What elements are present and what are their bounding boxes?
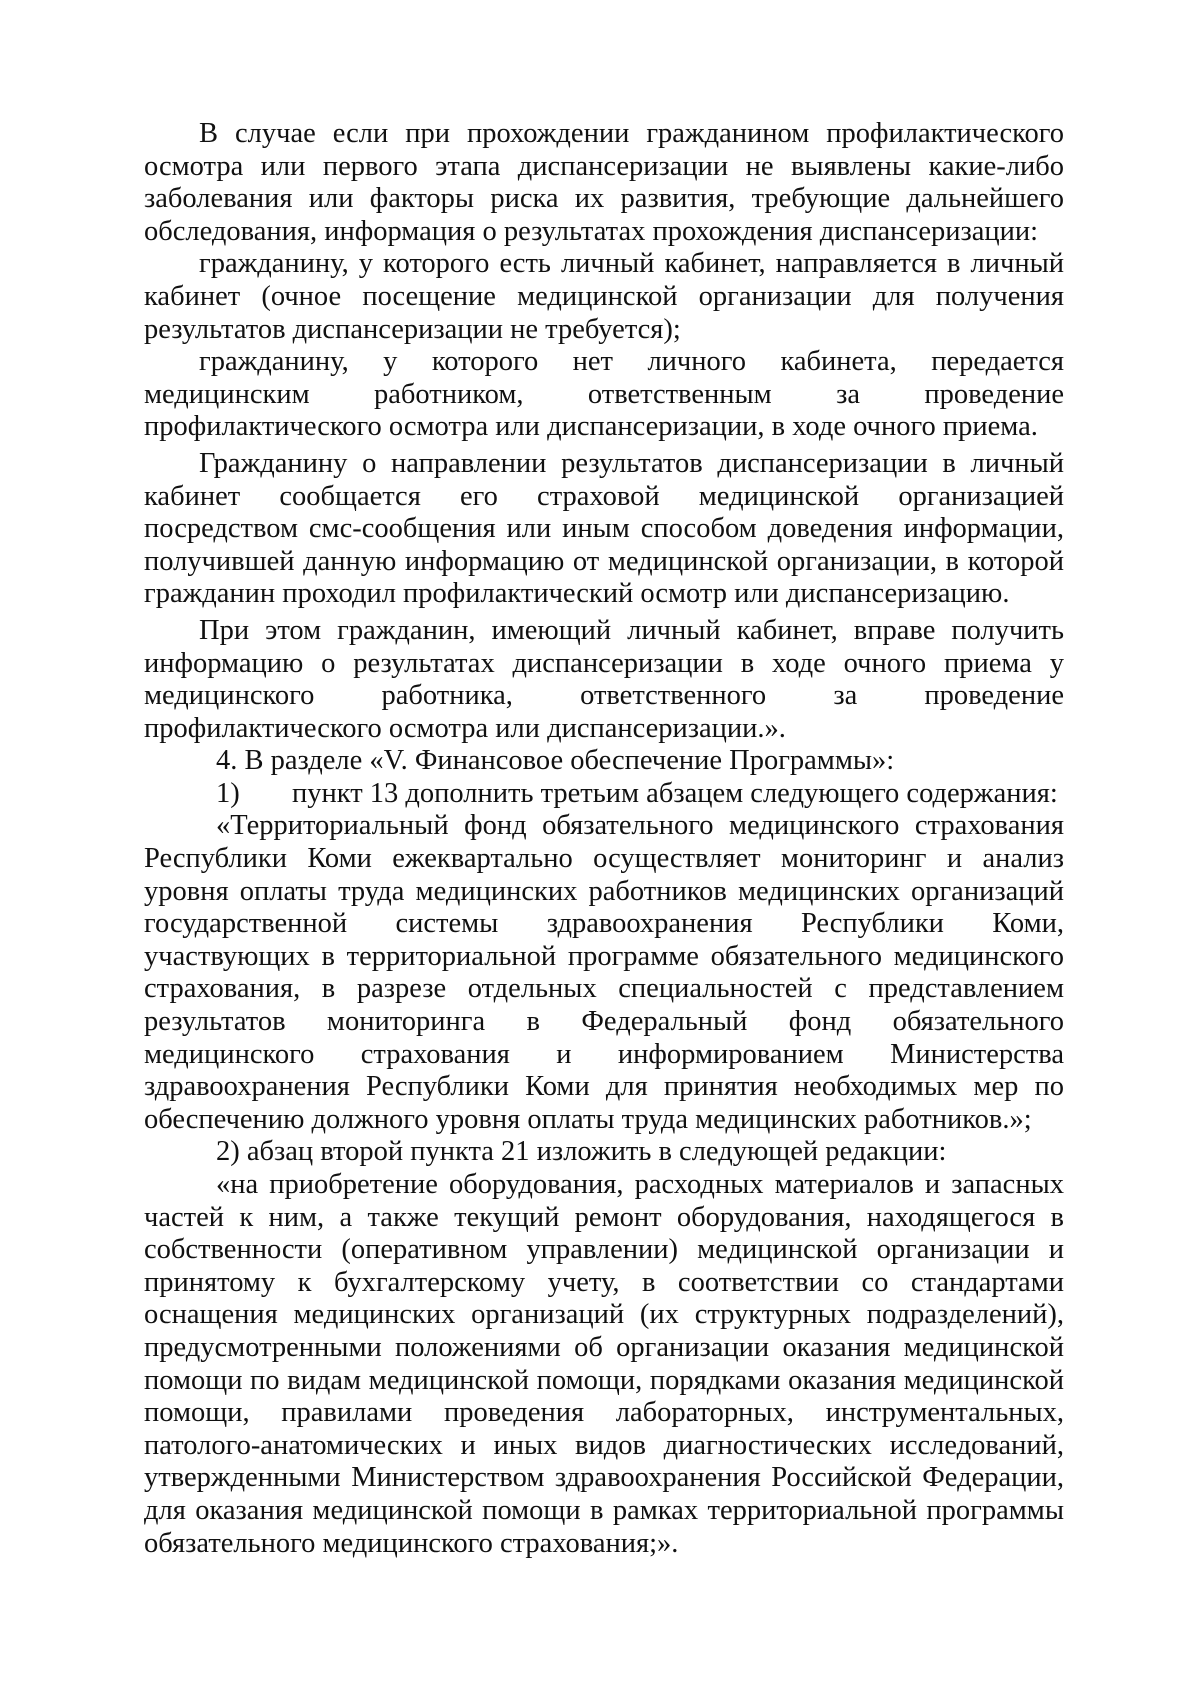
paragraph-monitoring: «Территориальный фонд обязательного медицинского страхования Республики Коми ежеквартально осуществляет мониторинг и анализ уровня оплаты труда медицинских работников медицинских организаций государственной системы здравоохранения Республики Коми, участвующих в территориальной программе обязательного медицинского страхования, в разрезе отдельных специальностей с представлением результатов мониторинга в Федеральный фонд обязательного медицинского страхования и информированием Министерства здравоохранения Республики Коми для принятия необходимых мер по обеспечению должного уровня оплаты труда медицинских работников.»; [144, 810, 1064, 1135]
paragraph-no-risk-findings: В случае если при прохождении гражданином профилактического осмотра или первого этапа диспансеризации не выявлены какие-либо заболевания или факторы риска их развития, требующие дальнейшего обследования, информация о результатах прохождения диспансеризации: [144, 118, 1064, 247]
document-page [144, 118, 1064, 1560]
paragraph-without-personal-account: гражданину, у которого нет личного кабинета, передается медицинским работником, ответственным за проведение профилактического осмотра или диспансеризации, в ходе очного приема. [144, 346, 1064, 443]
list-item-point-13 [144, 778, 1064, 811]
paragraph-insurer-notification: Гражданину о направлении результатов диспансеризации в личный кабинет сообщается его страховой медицинской организацией посредством смс-сообщения или иным способом доведения информации, получившей данную информацию от медицинской организации, в которой гражданин проходил профилактический осмотр или диспансеризацию. [144, 447, 1064, 610]
paragraph-in-person-results: При этом гражданин, имеющий личный кабинет, вправе получить информацию о результатах диспансеризации в ходе очного приема у медицинского работника, ответственного за проведение профилактического осмотра или диспансеризации.». [144, 614, 1064, 744]
list-item-text: пункт 13 дополнить третьим абзацем следующего содержания: [292, 777, 1058, 809]
paragraph-equipment: «на приобретение оборудования, расходных материалов и запасных частей к ним, а также текущий ремонт оборудования, находящегося в собственности (оперативном управлении) медицинской организации и принятому к бухгалтерскому учету, в соответствии со стандартами оснащения медицинских организаций (их структурных подразделений), предусмотренными положениями об организации оказания медицинской помощи по видам медицинской помощи, порядками оказания медицинской помощи, правилами проведения лабораторных, инструментальных, патолого-анатомических и иных видов диагностических исследований, утвержденными Министерством здравоохранения Российской Федерации, для оказания медицинской помощи в рамках территориальной программы обязательного медицинского страхования;». [144, 1169, 1064, 1559]
paragraph-with-personal-account: гражданину, у которого есть личный кабинет, направляется в личный кабинет (очное посещение медицинской организации для получения результатов диспансеризации не требуется); [144, 248, 1064, 345]
section-heading-financing: 4. В разделе «V. Финансовое обеспечение Программы»: [216, 745, 895, 777]
list-item-number: 1) [216, 777, 240, 809]
paragraph-point-21: 2) абзац второй пункта 21 изложить в следующей редакции: [216, 1136, 947, 1168]
